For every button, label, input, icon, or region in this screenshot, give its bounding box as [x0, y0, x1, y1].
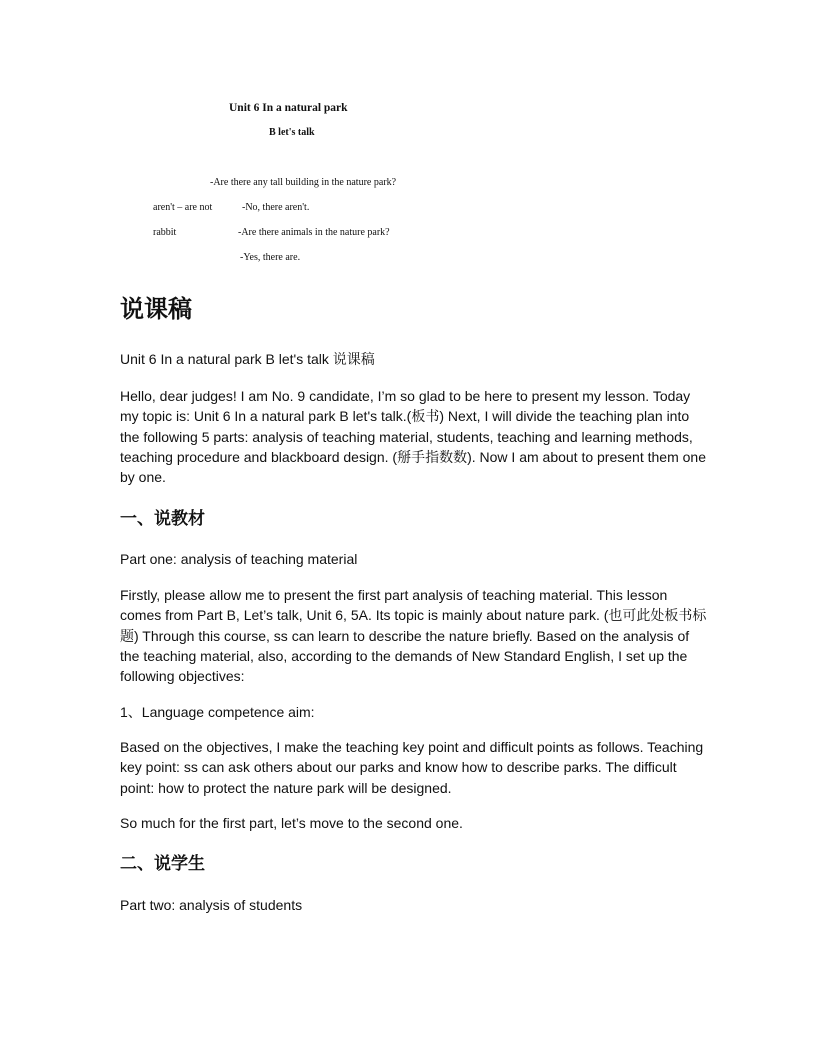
- objective-1: 1、Language competence aim:: [120, 704, 315, 720]
- transition-line: So much for the first part, let’s move to the second one.: [120, 815, 463, 831]
- board-note-contraction: aren't – are not: [153, 202, 213, 213]
- section-1-heading: 一、说教材: [120, 509, 205, 529]
- board-answer-2: -Yes, there are.: [240, 252, 301, 263]
- intro-paragraph: Hello, dear judges! I am No. 9 candidate, I’m so glad to be here to present my lesson. Today my topic is: Unit 6 In a natural park B let's talk.(板书) Next, I will divide the teaching plan into the following 5 parts: analysis of teaching material, students, teaching and learning methods, teaching procedure and blackboard design. (掰手指数数). Now I am about to present them one by one.: [120, 388, 706, 486]
- section-1-label: Part one: analysis of teaching material: [120, 551, 358, 567]
- section-1-paragraph: Firstly, please allow me to present the first part analysis of teaching material. This lesson comes from Part B, Let’s talk, Unit 6, 5A. Its topic is mainly about nature park. (也可此处板书标题) Through this course, ss can learn to describe the nature briefly. Based on the analysis of the teaching material, also, according to the demands of New Standard English, I set up the following objectives:: [120, 587, 707, 685]
- board-subtitle: B let's talk: [269, 127, 315, 138]
- section-2-label: Part two: analysis of students: [120, 897, 303, 913]
- key-points-paragraph: Based on the objectives, I make the teaching key point and difficult points as follows. Teaching key point: ss can ask others about our parks and know how to describe parks. The difficult point: how to protect the nature park will be designed.: [120, 739, 704, 796]
- intro-line: Unit 6 In a natural park B let's talk 说课稿: [120, 351, 375, 367]
- board-question-1: -Are there any tall building in the nature park?: [210, 177, 397, 188]
- board-title: Unit 6 In a natural park: [229, 102, 348, 114]
- section-2-heading: 二、说学生: [120, 854, 205, 874]
- board-answer-1: -No, there aren't.: [242, 202, 310, 213]
- blackboard-design: [0, 0, 816, 280]
- document-title: 说课稿: [120, 295, 192, 323]
- board-note-word: rabbit: [153, 227, 177, 238]
- board-question-2: -Are there animals in the nature park?: [238, 227, 390, 238]
